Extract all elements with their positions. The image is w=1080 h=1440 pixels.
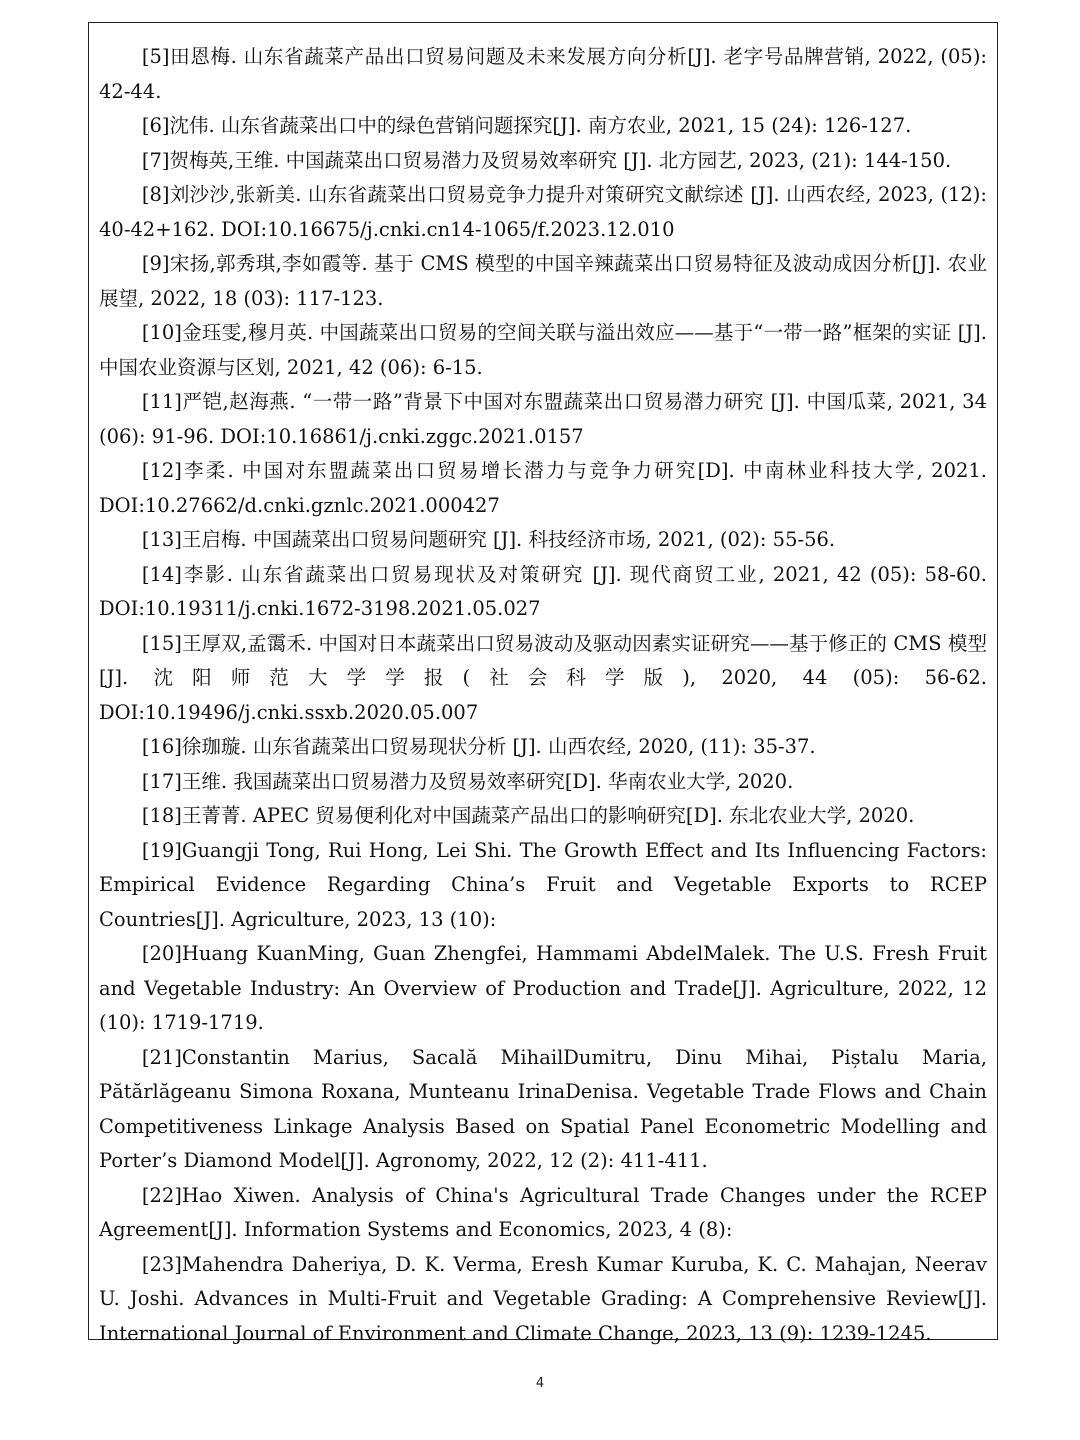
reference-item: [11]严铠,赵海燕. “一带一路”背景下中国对东盟蔬菜出口贸易潜力研究 [J]. 中国瓜菜, 2021, 34 (06): 91-96. DOI:10.16861/j.cnki.zggc.2021.0157 <box>99 390 987 448</box>
reference-item: [21]Constantin Marius, Sacală MihailDumitru, Dinu Mihai, Piștalu Maria, Pătărlăgeanu Simona Roxana, Munteanu IrinaDenisa. Vegetable Trade Flows and Chain Competitiveness Linkage Analysis Based on Spatial Panel Econometric Modelling and Porter’s Diamond Model[J]. Agronomy, 2022, 12 (2): 411-411. <box>99 1045 987 1172</box>
reference-item: [20]Huang KuanMing, Guan Zhengfei, Hammami AbdelMalek. The U.S. Fresh Fruit and Vegetable Industry: An Overview of Production and Trade[J]. Agriculture, 2022, 12 (10): 1719-1719. <box>99 942 987 1034</box>
reference-item: [10]金珏雯,穆月英. 中国蔬菜出口贸易的空间关联与溢出效应——基于“一带一路”框架的实证 [J]. 中国农业资源与区划, 2021, 42 (06): 6-15. <box>99 321 987 379</box>
reference-item: [9]宋扬,郭秀琪,李如霞等. 基于 CMS 模型的中国辛辣蔬菜出口贸易特征及波动成因分析[J]. 农业展望, 2022, 18 (03): 117-123. <box>99 252 987 310</box>
reference-item: [7]贺梅英,王维. 中国蔬菜出口贸易潜力及贸易效率研究 [J]. 北方园艺, 2023, (21): 144-150. <box>141 148 952 172</box>
reference-list <box>99 40 987 1351</box>
reference-item: [22]Hao Xiwen. Analysis of China's Agricultural Trade Changes under the RCEP Agreement[J]. Information Systems and Economics, 2023, 4 (8): <box>99 1183 987 1241</box>
reference-item: [18]王菁菁. APEC 贸易便利化对中国蔬菜产品出口的影响研究[D]. 东北农业大学, 2020. <box>141 804 915 827</box>
reference-item: [13]王启梅. 中国蔬菜出口贸易问题研究 [J]. 科技经济市场, 2021, (02): 55-56. <box>141 528 836 551</box>
reference-item: [5]田恩梅. 山东省蔬菜产品出口贸易问题及未来发展方向分析[J]. 老字号品牌营销, 2022, (05): 42-44. <box>99 45 987 103</box>
reference-item: [12]李柔. 中国对东盟蔬菜出口贸易增长潜力与竞争力研究[D]. 中南林业科技大学, 2021. DOI:10.27662/d.cnki.gznlc.2021.000427 <box>99 459 987 517</box>
reference-box <box>88 22 998 1345</box>
reference-item: [8]刘沙沙,张新美. 山东省蔬菜出口贸易竞争力提升对策研究文献综述 [J]. 山西农经, 2023, (12): 40-42+162. DOI:10.16675/j.cnki.cn14-1065/f.2023.12.010 <box>99 183 987 241</box>
reference-item: [15]王厚双,孟霭禾. 中国对日本蔬菜出口贸易波动及驱动因素实证研究——基于修正的 CMS 模型 [J]. 沈阳师范大学学报(社会科学版), 2020, 44 (05): 56-62. DOI:10.19496/j.cnki.ssxb.2020.05.007 <box>99 631 987 724</box>
reference-item: [23]Mahendra Daheriya, D. K. Verma, Eresh Kumar Kuruba, K. C. Mahajan, Neerav U. Joshi. Advances in Multi-Fruit and Vegetable Grading: A Comprehensive Review[J]. International Journal of Environment and Climate Change, 2023, 13 (9): 1239-1245. <box>99 1252 987 1345</box>
reference-item: [19]Guangji Tong, Rui Hong, Lei Shi. The Growth Effect and Its Influencing Factors: Empirical Evidence Regarding China’s Fruit and Vegetable Exports to RCEP Countries[J]. Agriculture, 2023, 13 (10): <box>99 838 987 931</box>
reference-item: [6]沈伟. 山东省蔬菜出口中的绿色营销问题探究[J]. 南方农业, 2021, 15 (24): 126-127. <box>141 114 912 137</box>
reference-item: [14]李影. 山东省蔬菜出口贸易现状及对策研究 [J]. 现代商贸工业, 2021, 42 (05): 58-60. DOI:10.19311/j.cnki.1672-3198.2021.05.027 <box>99 562 987 620</box>
reference-item: [17]王维. 我国蔬菜出口贸易潜力及贸易效率研究[D]. 华南农业大学, 2020. <box>141 769 794 793</box>
reference-item: [16]徐珈璇. 山东省蔬菜出口贸易现状分析 [J]. 山西农经, 2020, (11): 35-37. <box>141 735 816 758</box>
page-number: 4 <box>535 1376 545 1391</box>
